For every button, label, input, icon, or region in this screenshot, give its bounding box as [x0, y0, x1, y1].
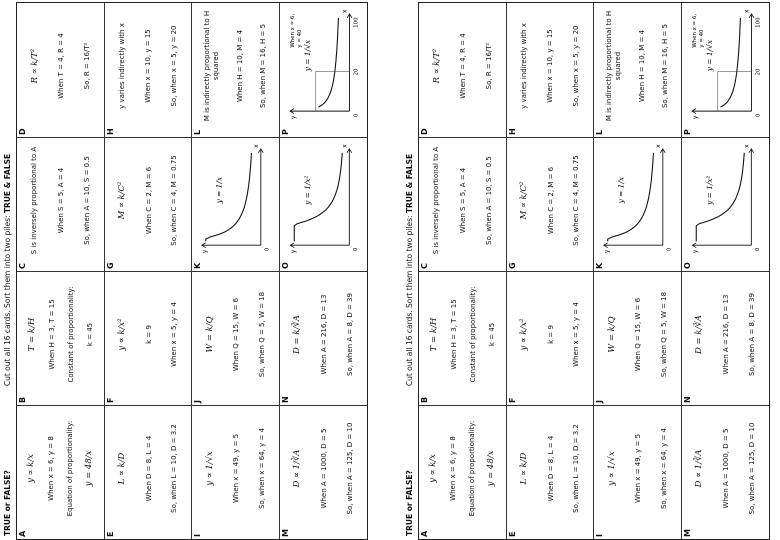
card-letter: D: [18, 128, 27, 135]
tick-label: 20: [352, 68, 359, 76]
card-text: When S = 5, A = 4: [458, 167, 467, 234]
card-formula: T = k/H: [26, 317, 37, 352]
tick-label: 20: [754, 68, 761, 76]
card-body: [511, 410, 590, 527]
card-a: [17, 405, 105, 539]
card-grid: [16, 2, 368, 540]
card-text: When x = 10, y = 15: [143, 29, 152, 103]
card-p: [280, 3, 368, 137]
card-formula: y = 48/x: [486, 450, 497, 487]
y-axis-label: y: [290, 249, 297, 254]
card-body: [423, 7, 502, 125]
card-text: So, when A = 125, D = 10: [748, 422, 757, 515]
card-text: When S = 5, A = 4: [56, 167, 65, 234]
card-text: So, when x = 5, y = 20: [571, 25, 580, 107]
card-text: When H = 3, T = 15: [449, 299, 458, 370]
card-i: [594, 405, 682, 539]
card-text: y varies indirectly with x: [117, 23, 126, 109]
card-text: So, when A = 125, D = 10: [346, 422, 355, 515]
card-body: [423, 276, 502, 393]
card-body: [109, 276, 188, 393]
card-c: [17, 137, 105, 271]
card-text: When H = 10, M = 4: [638, 29, 647, 103]
origin-label: 0: [352, 247, 359, 252]
graph-equation: y = 1/x²: [704, 175, 714, 205]
curve: [608, 153, 654, 242]
card-formula: y ∝ k/x²: [519, 318, 530, 351]
card-formula: R ∝ k/T²: [29, 48, 40, 84]
card-body: [598, 276, 677, 393]
card-letter: N: [682, 396, 692, 403]
card-body: [21, 276, 100, 393]
card-b: [419, 271, 507, 405]
card-text: When A = 1000, D = 5: [722, 428, 731, 509]
card-text: When D = 8, L = 4: [144, 435, 153, 502]
card-body: [511, 142, 590, 259]
card-text: M is indirectly proportional to H squared: [203, 10, 221, 122]
origin-label: 0: [754, 113, 761, 118]
card-formula: y ∝ 1/√x: [204, 451, 215, 486]
card-letter: H: [105, 128, 115, 135]
instruction-emphasis: TRUE & FALSE: [3, 153, 12, 214]
card-formula: y ∝ 1/√x: [606, 451, 617, 486]
card-text: k = 45: [487, 322, 496, 347]
card-text: When T = 4, R = 4: [459, 33, 468, 99]
card-text: When Q = 15, W = 6: [232, 297, 241, 372]
card-l: [192, 3, 280, 137]
worksheet-header: [0, 0, 16, 540]
card-formula: D ∝ 1/∛A: [694, 449, 705, 488]
card-letter: F: [105, 397, 115, 403]
card-formula: M ∝ k/C²: [117, 181, 128, 220]
card-i: [192, 405, 280, 539]
graph-equation: y = 1/√x: [704, 39, 714, 72]
curve: [720, 18, 740, 107]
card-body: [109, 142, 188, 259]
card-b: [17, 271, 105, 405]
x-axis-label: x: [655, 144, 662, 148]
card-text: When x = 6, y = 8: [46, 436, 55, 501]
card-k: [594, 137, 682, 271]
card-formula: T = k/H: [428, 317, 439, 352]
card-formula: D = k/∛A: [292, 315, 303, 354]
instruction-emphasis: TRUE & FALSE: [405, 153, 414, 214]
card-formula: y ∝ k/x: [26, 454, 37, 483]
card-letter: A: [420, 530, 429, 537]
card-text: When H = 10, M = 4: [236, 29, 245, 103]
card-letter: O: [280, 262, 290, 269]
card-text: So, when M = 16, H = 5: [661, 23, 670, 109]
card-text: When x = 6, y = 8: [448, 436, 457, 501]
card-body: [511, 7, 590, 125]
card-formula: y ∝ k/x: [428, 454, 439, 483]
card-j: [192, 271, 280, 405]
card-k: [192, 137, 280, 271]
card-formula: R ∝ k/T²: [431, 48, 442, 84]
card-text: k = 9: [546, 325, 555, 344]
card-text: k = 9: [144, 325, 153, 344]
card-text: y varies indirectly with x: [519, 23, 528, 109]
card-formula: M ∝ k/C²: [519, 181, 530, 220]
card-body: [21, 142, 100, 259]
card-text: So, when M = 16, H = 5: [259, 23, 268, 109]
card-formula: L ∝ k/D: [117, 452, 128, 485]
origin-label: 0: [352, 113, 359, 118]
worksheet-header: [402, 0, 418, 540]
graph-p: [283, 6, 365, 125]
card-text: Constant of proportionality:: [468, 286, 477, 383]
graph-area: [685, 141, 767, 259]
card-text: When D = 8, L = 4: [546, 435, 555, 502]
card-text: When x = 5, y = 4: [572, 302, 581, 367]
card-formula: L ∝ k/D: [519, 452, 530, 485]
card-body: [196, 276, 275, 393]
y-axis-label: y: [691, 115, 699, 120]
x-axis-label: x: [341, 9, 349, 13]
card-c: [419, 137, 507, 271]
card-text: When x = 49, y = 5: [232, 433, 241, 504]
card-d: [17, 3, 105, 137]
card-letter: G: [105, 262, 115, 269]
card-formula: W = k/Q: [204, 316, 215, 353]
y-axis-label: y: [604, 249, 611, 254]
card-text: So, when C = 4, M = 0.75: [572, 155, 581, 246]
graph-note: When x = 6,: [691, 13, 698, 48]
instructions: [402, 0, 418, 540]
card-text: So, when Q = 5, W = 18: [257, 291, 266, 378]
card-text: Equation of proportionality:: [65, 420, 74, 517]
card-letter: K: [193, 262, 202, 269]
graph-equation: y = 1/x: [616, 177, 626, 204]
card-text: So, when C = 4, M = 0.75: [170, 155, 179, 246]
card-o: [280, 137, 368, 271]
card-text: k = 45: [85, 322, 94, 347]
card-l: [594, 3, 682, 137]
card-text: When x = 49, y = 5: [634, 433, 643, 504]
card-body: [598, 7, 677, 125]
x-axis-label: x: [253, 144, 260, 148]
y-axis-label: y: [202, 249, 209, 254]
x-axis-label: x: [743, 9, 751, 13]
worksheet-left: [0, 0, 370, 540]
y-axis-label: y: [692, 249, 699, 254]
card-letter: E: [507, 531, 517, 537]
card-letter: I: [595, 534, 604, 537]
card-m: [280, 405, 368, 539]
worksheet-title: TRUE or FALSE?: [3, 470, 12, 536]
card-text: When H = 3, T = 15: [47, 299, 56, 370]
instruction-text: Cut out all 16 cards. Sort them into two piles:: [405, 213, 414, 387]
curve: [318, 18, 338, 107]
card-letter: M: [682, 529, 692, 537]
card-h: [507, 3, 595, 137]
card-text: When T = 4, R = 4: [57, 33, 66, 99]
card-letter: P: [682, 129, 692, 135]
card-letter: L: [193, 129, 202, 135]
card-text: So, when A = 8, D = 39: [748, 293, 757, 376]
card-body: [196, 410, 275, 527]
instruction-text: Cut out all 16 cards. Sort them into two piles:: [3, 213, 12, 387]
card-letter: N: [280, 396, 290, 403]
card-text: So, when L = 10, D = 3.2: [170, 424, 179, 513]
card-e: [507, 405, 595, 539]
card-body: [686, 410, 766, 527]
card-text: When Q = 15, W = 6: [634, 297, 643, 372]
graph-note: y = 40: [698, 29, 705, 48]
graph-note: y = 40: [296, 29, 303, 48]
graph-area: [597, 141, 678, 259]
card-text: So, when Q = 5, W = 18: [659, 291, 668, 378]
x-axis-label: x: [743, 144, 750, 148]
card-formula: D = k/∛A: [694, 315, 705, 354]
graph-equation: y = 1/√x: [302, 39, 312, 72]
card-body: [196, 7, 275, 125]
card-f: [507, 271, 595, 405]
x-axis-label: x: [341, 144, 348, 148]
card-text: So, when x = 64, y = 4: [257, 427, 266, 510]
card-body: [511, 276, 590, 393]
card-letter: K: [595, 262, 604, 269]
card-text: So, when x = 5, y = 20: [169, 25, 178, 107]
card-o: [682, 137, 770, 271]
card-text: When x = 10, y = 15: [545, 29, 554, 103]
y-axis-label: y: [289, 115, 297, 120]
card-text: So, when L = 10, D = 3.2: [572, 424, 581, 513]
graph-equation: y = 1/x²: [302, 175, 312, 205]
card-letter: J: [193, 400, 202, 403]
curve: [206, 153, 252, 242]
origin-label: 0: [264, 247, 271, 252]
card-body: [598, 410, 677, 527]
card-letter: B: [18, 396, 27, 403]
card-letter: M: [280, 529, 290, 537]
card-m: [682, 405, 770, 539]
card-text: So, R = 16/T²: [484, 42, 493, 90]
card-text: When A = 216, D = 13: [722, 294, 731, 375]
card-text: When C = 2, M = 6: [144, 166, 153, 235]
graph-k: [195, 141, 276, 259]
origin-label: 0: [666, 247, 673, 252]
graph-note: When x = 6,: [289, 13, 296, 48]
card-formula: W = k/Q: [606, 316, 617, 353]
card-letter: J: [595, 400, 604, 403]
card-text: So, when A = 10, S = 0.5: [82, 156, 91, 245]
card-letter: I: [193, 534, 202, 537]
card-letter: A: [18, 530, 27, 537]
tick-label: 100: [754, 17, 761, 28]
card-letter: L: [595, 129, 604, 135]
worksheet-title: TRUE or FALSE?: [405, 470, 414, 536]
card-letter: G: [507, 262, 517, 269]
card-text: So, when A = 8, D = 39: [346, 293, 355, 376]
card-a: [419, 405, 507, 539]
instructions: [0, 0, 16, 540]
card-body: [109, 7, 188, 125]
graph-p: [685, 6, 767, 125]
card-n: [280, 271, 368, 405]
card-letter: F: [507, 397, 517, 403]
card-text: When A = 1000, D = 5: [320, 428, 329, 509]
graph-equation: y = 1/x: [214, 177, 224, 204]
card-letter: H: [507, 128, 517, 135]
card-body: [423, 142, 502, 259]
card-j: [594, 271, 682, 405]
card-h: [105, 3, 193, 137]
graph-area: [195, 141, 276, 259]
card-p: [682, 3, 770, 137]
card-body: [284, 276, 364, 393]
card-letter: C: [420, 263, 429, 269]
curve: [696, 153, 744, 242]
card-g: [105, 137, 193, 271]
worksheet-right: [402, 0, 772, 540]
card-text: So, when x = 64, y = 4: [659, 427, 668, 510]
card-text: When A = 216, D = 13: [320, 294, 329, 375]
card-text: S is inversely proportional to A: [29, 146, 38, 255]
card-letter: E: [105, 531, 115, 537]
card-body: [21, 7, 100, 125]
card-text: So, when A = 10, S = 0.5: [484, 156, 493, 245]
card-grid: [418, 2, 770, 540]
card-letter: D: [420, 128, 429, 135]
card-f: [105, 271, 193, 405]
card-body: [686, 276, 766, 393]
card-text: S is inversely proportional to A: [431, 146, 440, 255]
tick-label: 100: [352, 17, 359, 28]
card-body: [21, 410, 100, 527]
card-formula: D ∝ 1/∛A: [292, 449, 303, 488]
card-g: [507, 137, 595, 271]
card-body: [284, 410, 364, 527]
graph-o: [283, 141, 365, 259]
card-body: [109, 410, 188, 527]
card-body: [423, 410, 502, 527]
card-text: Constant of proportionality:: [66, 286, 75, 383]
graph-o: [685, 141, 767, 259]
card-letter: O: [682, 262, 692, 269]
card-text: When C = 2, M = 6: [546, 166, 555, 235]
card-text: So, R = 16/T²: [82, 42, 91, 90]
card-formula: y ∝ k/x²: [117, 318, 128, 351]
card-letter: C: [18, 263, 27, 269]
card-letter: P: [280, 129, 290, 135]
card-formula: y = 48/x: [84, 450, 95, 487]
card-text: M is indirectly proportional to H squared: [605, 10, 623, 122]
origin-label: 0: [754, 247, 761, 252]
card-text: Equation of proportionality:: [467, 420, 476, 517]
graph-area: [685, 6, 767, 125]
card-n: [682, 271, 770, 405]
card-text: When x = 5, y = 4: [170, 302, 179, 367]
card-d: [419, 3, 507, 137]
graph-area: [283, 141, 365, 259]
graph-area: [283, 6, 365, 125]
curve: [294, 153, 342, 242]
card-letter: B: [420, 396, 429, 403]
card-e: [105, 405, 193, 539]
graph-k: [597, 141, 678, 259]
